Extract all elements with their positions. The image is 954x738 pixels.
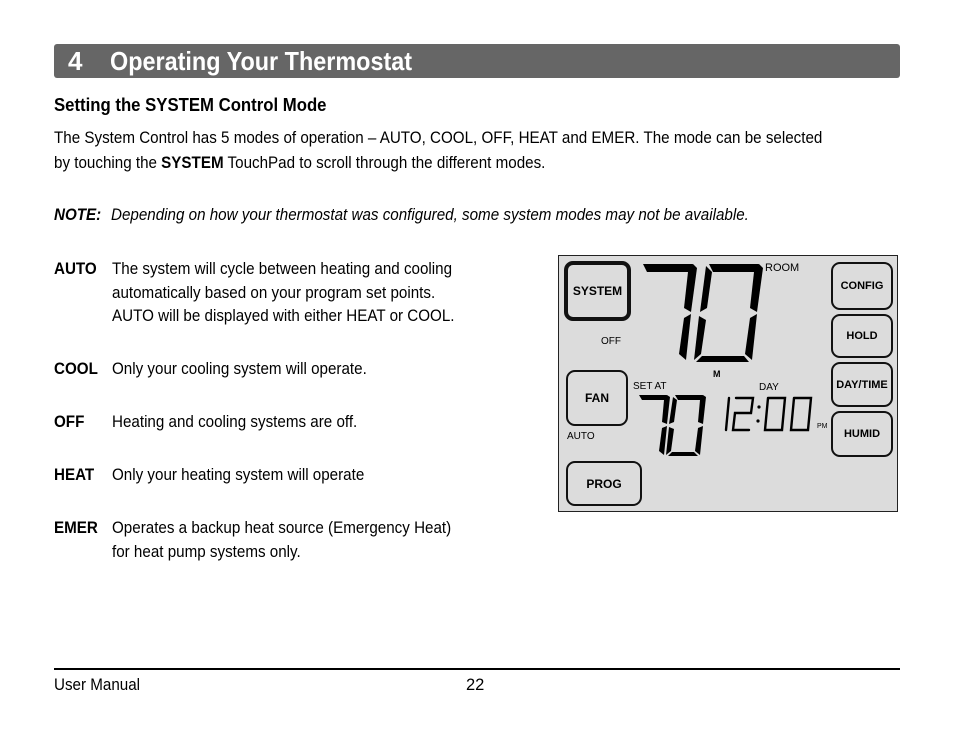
mode-description: [112, 464, 512, 488]
mode-description: [112, 411, 512, 435]
mode-description: [112, 358, 512, 382]
page-number: 22: [466, 676, 485, 694]
intro-line-2-post: TouchPad to scroll through the different modes.: [223, 154, 546, 172]
config-button[interactable]: CONFIG: [831, 262, 893, 310]
note-label: NOTE:: [54, 206, 102, 224]
set-temperature-digits: [637, 394, 707, 458]
intro-line-2-pre: by touching the: [54, 154, 162, 172]
mode-desc-line: Operates a backup heat source (Emergency Heat): [112, 519, 452, 537]
system-button[interactable]: SYSTEM: [564, 261, 631, 321]
mode-desc-line: AUTO will be displayed with either HEAT or COOL.: [112, 307, 455, 325]
subsection-title: Setting the SYSTEM Control Mode: [54, 95, 327, 115]
mode-desc-line: Only your heating system will operate: [112, 466, 365, 484]
mode-term: HEAT: [54, 466, 95, 484]
prog-button[interactable]: PROG: [566, 461, 642, 506]
room-temperature-digits: [639, 262, 765, 366]
hold-button[interactable]: HOLD: [831, 314, 893, 358]
day-time-button[interactable]: DAY/TIME: [831, 362, 893, 407]
fan-button[interactable]: FAN: [566, 370, 628, 426]
mode-desc-line: The system will cycle between heating and cooling: [112, 260, 453, 278]
clock-digits: [722, 395, 818, 433]
mode-desc-line: automatically based on your program set points.: [112, 283, 436, 302]
intro-line-2: [54, 151, 827, 176]
set-at-label: SET AT: [633, 381, 667, 392]
intro-line-1: The System Control has 5 modes of operation – AUTO, COOL, OFF, HEAT and EMER. The mode can be selected: [54, 129, 823, 147]
mode-term: EMER: [54, 519, 98, 537]
m-indicator: M: [713, 369, 721, 379]
mode-desc-line: Only your cooling system will operate.: [112, 360, 367, 378]
note-text: Depending on how your thermostat was configured, some system modes may not be available.: [110, 206, 749, 224]
section-header-bar: [54, 44, 900, 78]
fan-auto-label: AUTO: [567, 431, 595, 442]
footer-manual-label: User Manual: [54, 676, 141, 694]
intro-paragraph: [54, 126, 894, 176]
thermostat-display: [558, 255, 898, 512]
day-label: DAY: [759, 382, 779, 393]
section-title-heading: Operating Your Thermostat: [110, 46, 413, 76]
system-mode-off-label: OFF: [601, 336, 621, 347]
mode-desc-line: for heat pump systems only.: [112, 542, 301, 561]
mode-description: [112, 517, 512, 564]
note: [54, 206, 749, 225]
intro-line-2-bold: SYSTEM: [161, 154, 224, 172]
mode-desc-line: Heating and cooling systems are off.: [112, 413, 358, 431]
section-number: 4: [68, 46, 83, 76]
mode-description: [112, 258, 512, 329]
footer-rule: [54, 668, 900, 670]
mode-term: COOL: [54, 360, 98, 378]
mode-term: AUTO: [54, 260, 97, 278]
humid-button[interactable]: HUMID: [831, 411, 893, 457]
pm-indicator: PM: [817, 423, 828, 430]
mode-term: OFF: [54, 413, 85, 431]
room-label: ROOM: [765, 262, 800, 274]
